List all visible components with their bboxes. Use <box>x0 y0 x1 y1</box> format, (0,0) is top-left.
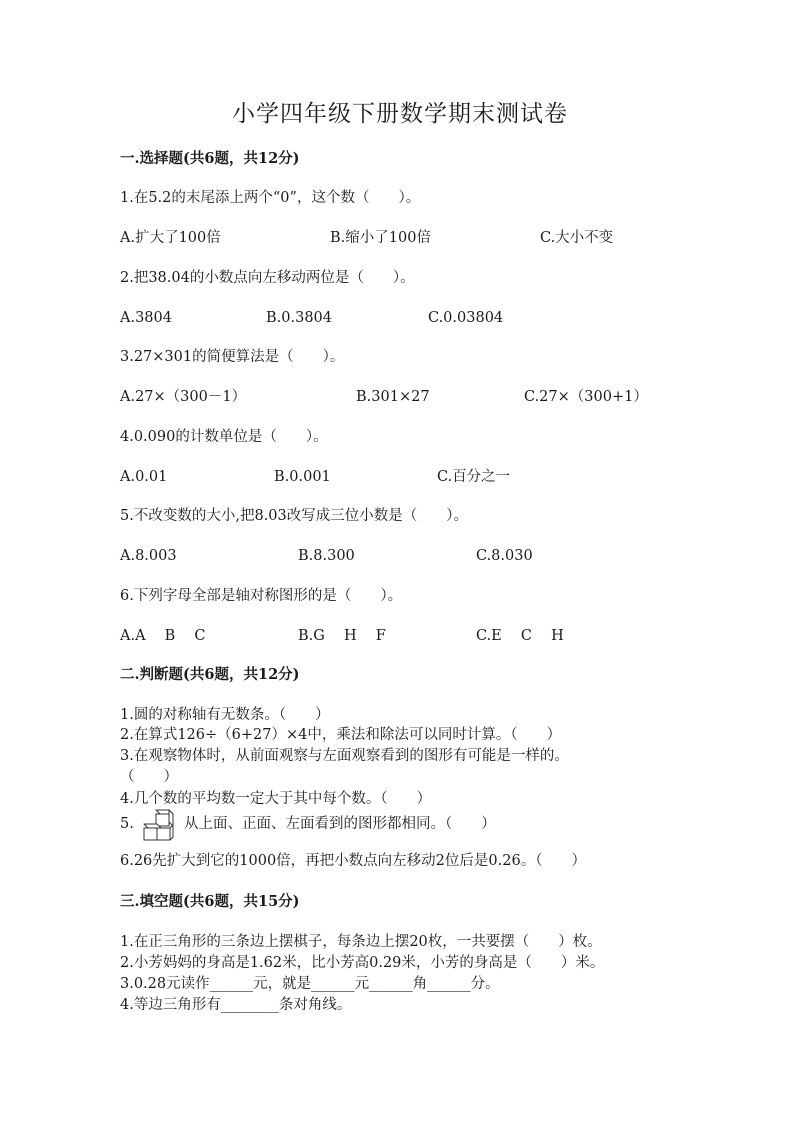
option-b: B.0.3804 <box>266 310 333 326</box>
cube-stack-icon <box>141 808 175 842</box>
question-stem: 1.在5.2的末尾添上两个“0”，这个数（ ）。 <box>120 190 421 206</box>
question-stem: 1.在正三角形的三条边上摆棋子，每条边上摆20枚，一共要摆（ ）枚。 <box>120 934 602 950</box>
question-stem: 4.几个数的平均数一定大于其中每个数。（ ） <box>120 791 432 807</box>
option-c: C.0.03804 <box>428 310 504 326</box>
option-b: B.0.001 <box>274 469 331 485</box>
question-answer-bracket: （ ） <box>120 769 178 785</box>
question-stem: 2.小芳妈妈的身高是1.62米，比小芳高0.29米，小芳的身高是（ ）米。 <box>120 955 605 971</box>
question-number: 5. <box>120 816 134 832</box>
question-stem: 5.不改变数的大小,把8.03改写成三位小数是（ ）。 <box>120 508 468 524</box>
question-stem: 从上面、正面、左面看到的图形都相同。（ ） <box>184 816 496 832</box>
option-b: B.8.300 <box>298 548 355 564</box>
question-stem: 6.下列字母全部是轴对称图形的是（ ）。 <box>120 588 403 604</box>
option-b: B.缩小了100倍 <box>330 230 431 246</box>
question-stem: 4.0.090的计数单位是（ ）。 <box>120 429 328 445</box>
option-c: C.8.030 <box>476 548 533 564</box>
question-stem: 2.把38.04的小数点向左移动两位是（ ）。 <box>120 270 415 286</box>
option-c: C.大小不变 <box>540 230 614 246</box>
option-a: A.8.003 <box>120 548 177 564</box>
option-c: C.E C H <box>476 628 564 644</box>
question-stem: 4.等边三角形有________条对角线。 <box>120 997 352 1013</box>
option-a: A.A B C <box>120 628 206 644</box>
question-stem: 3.0.28元读作______元，就是______元______角______分。 <box>120 976 500 992</box>
option-a: A.3804 <box>120 310 172 326</box>
option-b: B.G H F <box>298 628 386 644</box>
question-stem: 3.27×301的简便算法是（ ）。 <box>120 349 345 365</box>
option-b: B.301×27 <box>356 389 430 405</box>
option-c: C.27×（300+1） <box>524 389 648 405</box>
question-stem: 1.圆的对称轴有无数条。（ ） <box>120 707 330 723</box>
section-heading-fill-blank: 三.填空题(共6题，共15分) <box>120 893 300 910</box>
section-heading-choice: 一.选择题(共6题，共12分) <box>120 150 300 167</box>
page-title: 小学四年级下册数学期末测试卷 <box>232 101 568 127</box>
question-stem: 3.在观察物体时，从前面观察与左面观察看到的图形有可能是一样的。 <box>120 748 569 764</box>
question-stem: 6.26先扩大到它的1000倍，再把小数点向左移动2位后是0.26。（ ） <box>120 853 586 869</box>
option-a: A.扩大了100倍 <box>120 230 221 246</box>
section-heading-judgement: 二.判断题(共6题，共12分) <box>120 666 300 683</box>
question-stem: 2.在算式126÷（6+27）×4中，乘法和除法可以同时计算。（ ） <box>120 727 562 743</box>
option-c: C.百分之一 <box>437 469 511 485</box>
option-a: A.0.01 <box>120 469 168 485</box>
option-a: A.27×（300－1） <box>120 389 247 405</box>
